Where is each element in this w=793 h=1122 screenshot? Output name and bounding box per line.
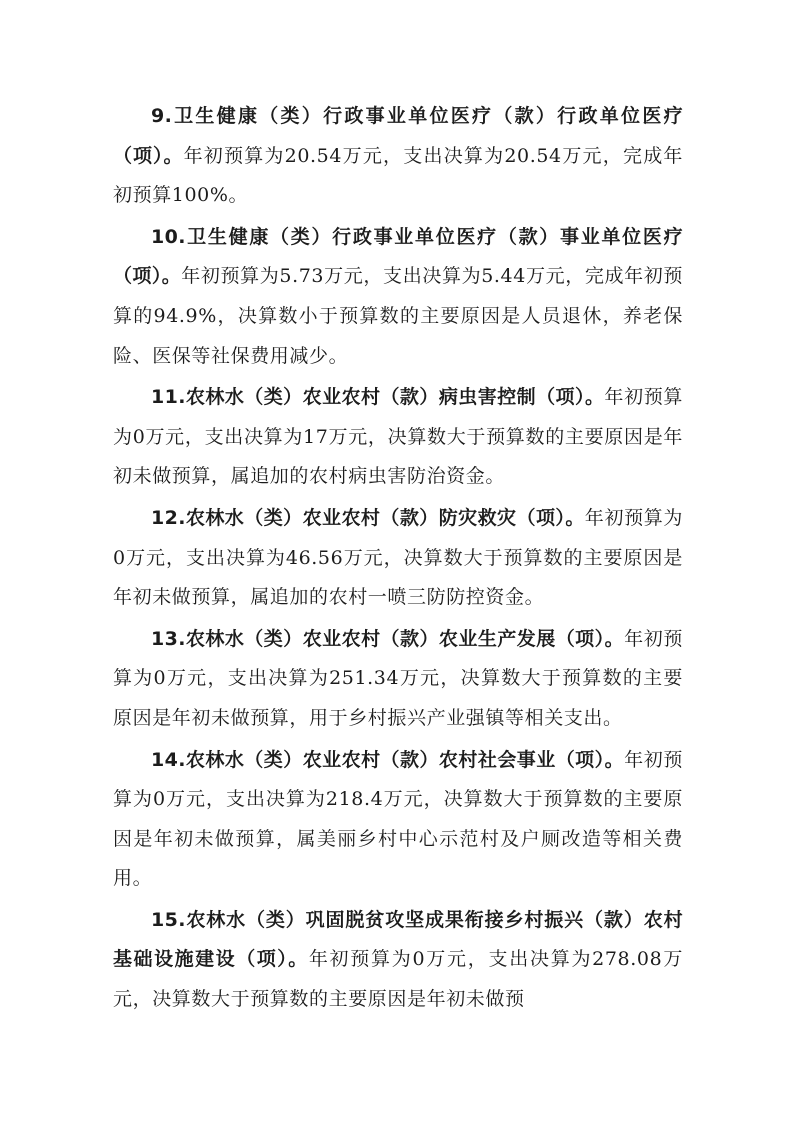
- paragraph-item-13: [113, 620, 683, 739]
- item-heading: 10.卫生健康（类）行政事业单位医疗（款）事业单位医疗（项）。: [113, 225, 683, 288]
- item-heading: 12.农林水（类）农业农村（款）防灾救灾（项）。: [151, 506, 585, 529]
- paragraph-item-15: [113, 901, 683, 1020]
- item-body: 年初预算为0万元，支出决算为46.56万元，决算数大于预算数的主要原因是年初未做预算，属追加的农村一喷三防防控资金。: [113, 506, 683, 609]
- item-heading: 14.农林水（类）农业农村（款）农村社会事业（项）。: [151, 748, 625, 771]
- item-body: 年初预算为0万元，支出决算为278.08万元，决算数大于预算数的主要原因是年初未做预: [113, 948, 683, 1011]
- paragraph-item-9: [113, 97, 683, 216]
- item-heading: 13.农林水（类）农业农村（款）农业生产发展（项）。: [151, 627, 625, 650]
- item-body: 年初预算为5.73万元，支出决算为5.44万元，完成年初预算的94.9%，决算数小于预算数的主要原因是人员退休，养老保险、医保等社保费用减少。: [113, 265, 684, 367]
- paragraph-item-11: [113, 378, 683, 497]
- paragraph-item-12: [113, 499, 683, 618]
- item-body: 年初预算为0万元，支出决算为17万元，决算数大于预算数的主要原因是年初未做预算，属追加的农村病虫害防治资金。: [113, 386, 683, 488]
- item-body: 年初预算为20.54万元，支出决算为20.54万元，完成年初预算100%。: [113, 144, 684, 207]
- item-heading: 9.卫生健康（类）行政事业单位医疗（款）行政单位医疗（项）。: [113, 105, 683, 167]
- item-body: 年初预算为0万元，支出决算为251.34万元，决算数大于预算数的主要原因是年初未做预算，用于乡村振兴产业强镇等相关支出。: [113, 627, 683, 729]
- item-heading: 15.农林水（类）巩固脱贫攻坚成果衔接乡村振兴（款）农村基础设施建设（项）。: [113, 908, 683, 971]
- item-body: 年初预算为0万元，支出决算为218.4万元，决算数大于预算数的主要原因是年初未做预算，属美丽乡村中心示范村及户厕改造等相关费用。: [113, 748, 683, 890]
- item-heading: 11.农林水（类）农业农村（款）病虫害控制（项）。: [151, 386, 605, 409]
- document-page: [113, 97, 683, 1022]
- paragraph-item-14: [113, 741, 683, 899]
- paragraph-item-10: [113, 218, 683, 376]
